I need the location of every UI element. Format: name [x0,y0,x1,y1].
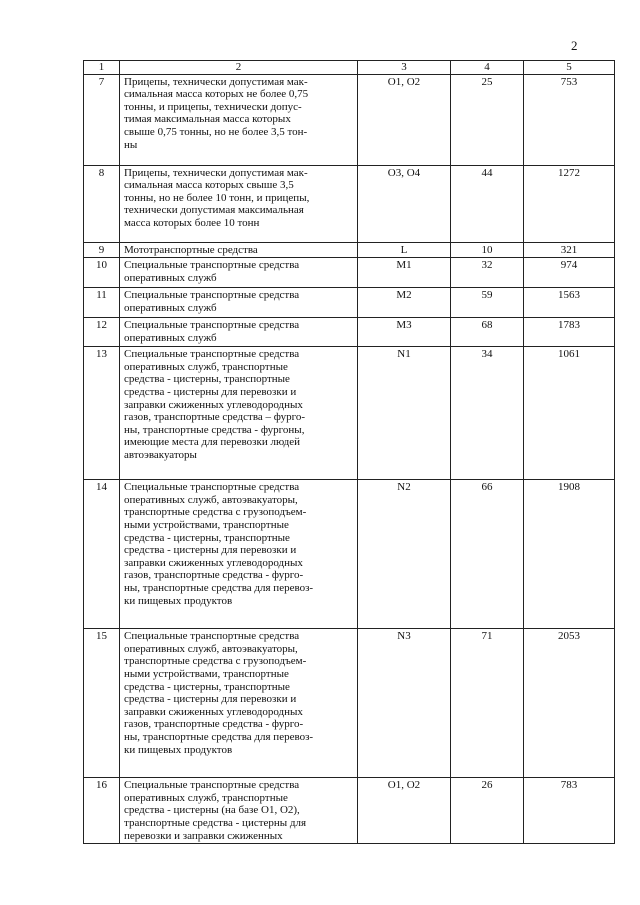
row-description: Прицепы, технически допустимая мак- симальная масса которых не более 0,75 тонны, и прицепы, технически допус- тимая максимальная масса которых свыше 0,75 тонны, но не более 3,5 тон- ны [120,74,358,165]
table-row [84,480,615,629]
table-row [84,165,615,242]
row-description: Специальные транспортные средства оперативных служб, транспортные средства - цистерны, транспортные средства - цистерны для перевозки и заправки сжиженных углеводородных газов, транспортные средства – фурго- ны, транспортные средства - фургоны, имеющие места для перевозки людей автоэвакуаторы [120,347,358,480]
row-value-col4: 32 [451,258,524,288]
row-description: Прицепы, технически допустимая мак- симальная масса которых свыше 3,5 тонны, но не более 10 тонн, и прицепы, технически допустимая максимальная масса которых более 10 тонн [120,165,358,242]
row-value-col4: 26 [451,778,524,844]
row-number: 7 [84,74,120,165]
row-number: 16 [84,778,120,844]
row-value-col4: 10 [451,242,524,258]
table-row [84,258,615,288]
row-number: 15 [84,629,120,778]
row-value-col4: 71 [451,629,524,778]
row-number: 12 [84,318,120,347]
table-header-row [84,61,615,75]
table-row [84,242,615,258]
header-col-3: 3 [358,61,451,75]
row-value-col5: 783 [524,778,615,844]
row-value-col5: 1272 [524,165,615,242]
row-number: 9 [84,242,120,258]
row-value-col4: 44 [451,165,524,242]
row-description: Специальные транспортные средства оперативных служб [120,258,358,288]
row-category: M2 [358,288,451,318]
row-category: M3 [358,318,451,347]
row-number: 10 [84,258,120,288]
row-category: N3 [358,629,451,778]
table-row [84,288,615,318]
table-row [84,629,615,778]
row-category: L [358,242,451,258]
table-row [84,778,615,844]
row-value-col5: 1908 [524,480,615,629]
row-value-col5: 1783 [524,318,615,347]
row-value-col4: 34 [451,347,524,480]
row-value-col5: 321 [524,242,615,258]
table-row [84,347,615,480]
row-value-col4: 59 [451,288,524,318]
header-col-2: 2 [120,61,358,75]
row-category: O1, O2 [358,778,451,844]
row-description: Специальные транспортные средства оперативных служб [120,318,358,347]
row-description: Специальные транспортные средства оперативных служб, автоэвакуаторы, транспортные средства с грузоподъем- ными устройствами, транспортные средства - цистерны, транспортные средства - цистерны для перевозки и заправки сжиженных углеводородных газов, транспортные средства - фурго- ны, транспортные средства для перевоз- ки пищевых продуктов [120,629,358,778]
row-number: 11 [84,288,120,318]
row-number: 14 [84,480,120,629]
tariff-table [83,60,615,844]
row-value-col5: 2053 [524,629,615,778]
row-category: N1 [358,347,451,480]
row-value-col5: 974 [524,258,615,288]
row-value-col4: 68 [451,318,524,347]
row-number: 8 [84,165,120,242]
row-value-col5: 753 [524,74,615,165]
header-col-1: 1 [84,61,120,75]
row-category: O3, O4 [358,165,451,242]
row-value-col4: 25 [451,74,524,165]
table-row [84,74,615,165]
row-category: N2 [358,480,451,629]
row-value-col5: 1563 [524,288,615,318]
table-row [84,318,615,347]
header-col-5: 5 [524,61,615,75]
header-col-4: 4 [451,61,524,75]
row-description: Специальные транспортные средства оперативных служб, транспортные средства - цистерны (на базе O1, O2), транспортные средства - цистерны для перевозки и заправки сжиженных [120,778,358,844]
row-category: M1 [358,258,451,288]
row-description: Мототранспортные средства [120,242,358,258]
row-value-col5: 1061 [524,347,615,480]
row-value-col4: 66 [451,480,524,629]
page-number: 2 [571,38,578,53]
row-description: Специальные транспортные средства оперативных служб, автоэвакуаторы, транспортные средства с грузоподъем- ными устройствами, транспортные средства - цистерны, транспортные средства - цистерны для перевозки и заправки сжиженных углеводородных газов, транспортные средства - фурго- ны, транспортные средства для перевоз- ки пищевых продуктов [120,480,358,629]
row-category: O1, O2 [358,74,451,165]
row-number: 13 [84,347,120,480]
row-description: Специальные транспортные средства оперативных служб [120,288,358,318]
